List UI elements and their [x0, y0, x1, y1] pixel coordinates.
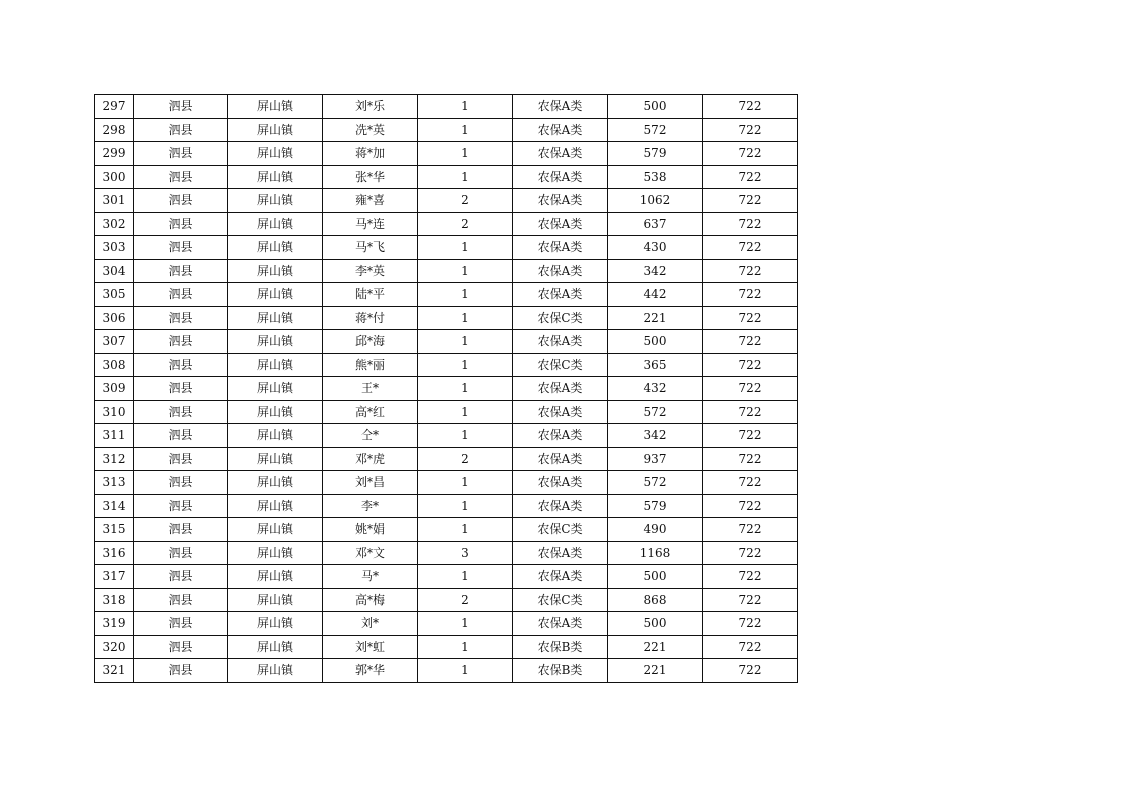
town-cell: 屏山镇 [228, 447, 323, 471]
name-cell: 刘* [323, 612, 418, 636]
category-cell: 农保A类 [513, 377, 608, 401]
county-cell: 泗县 [134, 118, 228, 142]
data-table [94, 94, 798, 683]
name-cell: 冼*英 [323, 118, 418, 142]
row-number-cell: 317 [95, 565, 134, 589]
county-cell: 泗县 [134, 212, 228, 236]
category-cell: 农保A类 [513, 330, 608, 354]
household-count-cell: 2 [418, 447, 513, 471]
household-count-cell: 1 [418, 377, 513, 401]
name-cell: 马*飞 [323, 236, 418, 260]
category-cell: 农保C类 [513, 518, 608, 542]
standard-cell: 722 [703, 635, 798, 659]
county-cell: 泗县 [134, 565, 228, 589]
household-count-cell: 1 [418, 518, 513, 542]
town-cell: 屏山镇 [228, 400, 323, 424]
name-cell: 李*英 [323, 259, 418, 283]
row-number-cell: 311 [95, 424, 134, 448]
county-cell: 泗县 [134, 95, 228, 119]
standard-cell: 722 [703, 259, 798, 283]
town-cell: 屏山镇 [228, 377, 323, 401]
table-row [95, 471, 798, 495]
category-cell: 农保B类 [513, 635, 608, 659]
standard-cell: 722 [703, 541, 798, 565]
amount-cell: 365 [608, 353, 703, 377]
town-cell: 屏山镇 [228, 236, 323, 260]
town-cell: 屏山镇 [228, 330, 323, 354]
amount-cell: 500 [608, 95, 703, 119]
amount-cell: 937 [608, 447, 703, 471]
table-row [95, 612, 798, 636]
name-cell: 高*红 [323, 400, 418, 424]
amount-cell: 342 [608, 424, 703, 448]
name-cell: 马*连 [323, 212, 418, 236]
amount-cell: 490 [608, 518, 703, 542]
county-cell: 泗县 [134, 165, 228, 189]
household-count-cell: 1 [418, 400, 513, 424]
county-cell: 泗县 [134, 306, 228, 330]
town-cell: 屏山镇 [228, 494, 323, 518]
amount-cell: 432 [608, 377, 703, 401]
amount-cell: 868 [608, 588, 703, 612]
row-number-cell: 319 [95, 612, 134, 636]
town-cell: 屏山镇 [228, 165, 323, 189]
table-row [95, 165, 798, 189]
row-number-cell: 297 [95, 95, 134, 119]
standard-cell: 722 [703, 494, 798, 518]
standard-cell: 722 [703, 95, 798, 119]
household-count-cell: 1 [418, 494, 513, 518]
amount-cell: 1062 [608, 189, 703, 213]
amount-cell: 1168 [608, 541, 703, 565]
row-number-cell: 309 [95, 377, 134, 401]
table-row [95, 95, 798, 119]
table-row [95, 494, 798, 518]
amount-cell: 500 [608, 565, 703, 589]
town-cell: 屏山镇 [228, 259, 323, 283]
category-cell: 农保A类 [513, 494, 608, 518]
category-cell: 农保A类 [513, 165, 608, 189]
category-cell: 农保A类 [513, 95, 608, 119]
table-row [95, 142, 798, 166]
household-count-cell: 1 [418, 353, 513, 377]
row-number-cell: 314 [95, 494, 134, 518]
county-cell: 泗县 [134, 330, 228, 354]
category-cell: 农保A类 [513, 471, 608, 495]
table-row [95, 118, 798, 142]
standard-cell: 722 [703, 659, 798, 683]
table-body [95, 95, 798, 683]
town-cell: 屏山镇 [228, 588, 323, 612]
category-cell: 农保A类 [513, 259, 608, 283]
household-count-cell: 1 [418, 471, 513, 495]
household-count-cell: 2 [418, 212, 513, 236]
table-row [95, 541, 798, 565]
standard-cell: 722 [703, 588, 798, 612]
name-cell: 刘*虹 [323, 635, 418, 659]
table-row [95, 189, 798, 213]
standard-cell: 722 [703, 612, 798, 636]
table-row [95, 447, 798, 471]
county-cell: 泗县 [134, 424, 228, 448]
amount-cell: 572 [608, 400, 703, 424]
name-cell: 陆*平 [323, 283, 418, 307]
category-cell: 农保A类 [513, 541, 608, 565]
category-cell: 农保A类 [513, 565, 608, 589]
standard-cell: 722 [703, 330, 798, 354]
town-cell: 屏山镇 [228, 283, 323, 307]
amount-cell: 342 [608, 259, 703, 283]
row-number-cell: 310 [95, 400, 134, 424]
town-cell: 屏山镇 [228, 565, 323, 589]
row-number-cell: 302 [95, 212, 134, 236]
row-number-cell: 299 [95, 142, 134, 166]
amount-cell: 430 [608, 236, 703, 260]
table-row [95, 400, 798, 424]
amount-cell: 538 [608, 165, 703, 189]
household-count-cell: 1 [418, 236, 513, 260]
category-cell: 农保B类 [513, 659, 608, 683]
category-cell: 农保A类 [513, 189, 608, 213]
table-row [95, 424, 798, 448]
name-cell: 李* [323, 494, 418, 518]
amount-cell: 442 [608, 283, 703, 307]
category-cell: 农保A类 [513, 212, 608, 236]
name-cell: 熊*丽 [323, 353, 418, 377]
row-number-cell: 305 [95, 283, 134, 307]
town-cell: 屏山镇 [228, 518, 323, 542]
spreadsheet-page [94, 94, 798, 683]
county-cell: 泗县 [134, 659, 228, 683]
amount-cell: 500 [608, 612, 703, 636]
standard-cell: 722 [703, 353, 798, 377]
row-number-cell: 303 [95, 236, 134, 260]
standard-cell: 722 [703, 189, 798, 213]
table-row [95, 212, 798, 236]
table-row [95, 236, 798, 260]
town-cell: 屏山镇 [228, 635, 323, 659]
table-row [95, 635, 798, 659]
amount-cell: 579 [608, 142, 703, 166]
name-cell: 仝* [323, 424, 418, 448]
standard-cell: 722 [703, 118, 798, 142]
name-cell: 马* [323, 565, 418, 589]
household-count-cell: 1 [418, 165, 513, 189]
standard-cell: 722 [703, 377, 798, 401]
county-cell: 泗县 [134, 259, 228, 283]
name-cell: 邓*虎 [323, 447, 418, 471]
town-cell: 屏山镇 [228, 118, 323, 142]
county-cell: 泗县 [134, 635, 228, 659]
standard-cell: 722 [703, 165, 798, 189]
town-cell: 屏山镇 [228, 424, 323, 448]
household-count-cell: 1 [418, 612, 513, 636]
county-cell: 泗县 [134, 494, 228, 518]
standard-cell: 722 [703, 447, 798, 471]
standard-cell: 722 [703, 142, 798, 166]
household-count-cell: 1 [418, 95, 513, 119]
county-cell: 泗县 [134, 236, 228, 260]
town-cell: 屏山镇 [228, 541, 323, 565]
county-cell: 泗县 [134, 283, 228, 307]
county-cell: 泗县 [134, 377, 228, 401]
category-cell: 农保A类 [513, 612, 608, 636]
name-cell: 邱*海 [323, 330, 418, 354]
town-cell: 屏山镇 [228, 95, 323, 119]
name-cell: 姚*娟 [323, 518, 418, 542]
amount-cell: 572 [608, 471, 703, 495]
household-count-cell: 1 [418, 424, 513, 448]
household-count-cell: 1 [418, 118, 513, 142]
category-cell: 农保C类 [513, 306, 608, 330]
table-row [95, 518, 798, 542]
category-cell: 农保A类 [513, 424, 608, 448]
standard-cell: 722 [703, 471, 798, 495]
amount-cell: 221 [608, 635, 703, 659]
row-number-cell: 306 [95, 306, 134, 330]
standard-cell: 722 [703, 518, 798, 542]
county-cell: 泗县 [134, 400, 228, 424]
name-cell: 刘*昌 [323, 471, 418, 495]
amount-cell: 579 [608, 494, 703, 518]
standard-cell: 722 [703, 306, 798, 330]
town-cell: 屏山镇 [228, 612, 323, 636]
county-cell: 泗县 [134, 189, 228, 213]
row-number-cell: 307 [95, 330, 134, 354]
table-row [95, 330, 798, 354]
name-cell: 张*华 [323, 165, 418, 189]
category-cell: 农保A类 [513, 283, 608, 307]
household-count-cell: 2 [418, 189, 513, 213]
amount-cell: 500 [608, 330, 703, 354]
table-row [95, 353, 798, 377]
row-number-cell: 300 [95, 165, 134, 189]
amount-cell: 572 [608, 118, 703, 142]
household-count-cell: 1 [418, 259, 513, 283]
row-number-cell: 304 [95, 259, 134, 283]
household-count-cell: 1 [418, 330, 513, 354]
row-number-cell: 316 [95, 541, 134, 565]
row-number-cell: 308 [95, 353, 134, 377]
town-cell: 屏山镇 [228, 212, 323, 236]
row-number-cell: 321 [95, 659, 134, 683]
name-cell: 郭*华 [323, 659, 418, 683]
category-cell: 农保A类 [513, 236, 608, 260]
standard-cell: 722 [703, 283, 798, 307]
county-cell: 泗县 [134, 518, 228, 542]
row-number-cell: 312 [95, 447, 134, 471]
standard-cell: 722 [703, 212, 798, 236]
county-cell: 泗县 [134, 353, 228, 377]
town-cell: 屏山镇 [228, 142, 323, 166]
county-cell: 泗县 [134, 612, 228, 636]
category-cell: 农保C类 [513, 353, 608, 377]
town-cell: 屏山镇 [228, 189, 323, 213]
name-cell: 蒋*加 [323, 142, 418, 166]
amount-cell: 221 [608, 306, 703, 330]
amount-cell: 637 [608, 212, 703, 236]
county-cell: 泗县 [134, 541, 228, 565]
household-count-cell: 1 [418, 142, 513, 166]
row-number-cell: 320 [95, 635, 134, 659]
table-row [95, 565, 798, 589]
town-cell: 屏山镇 [228, 471, 323, 495]
table-row [95, 377, 798, 401]
household-count-cell: 3 [418, 541, 513, 565]
town-cell: 屏山镇 [228, 306, 323, 330]
standard-cell: 722 [703, 236, 798, 260]
household-count-cell: 1 [418, 659, 513, 683]
household-count-cell: 2 [418, 588, 513, 612]
row-number-cell: 315 [95, 518, 134, 542]
standard-cell: 722 [703, 424, 798, 448]
standard-cell: 722 [703, 565, 798, 589]
category-cell: 农保A类 [513, 142, 608, 166]
name-cell: 蒋*付 [323, 306, 418, 330]
town-cell: 屏山镇 [228, 353, 323, 377]
table-row [95, 588, 798, 612]
household-count-cell: 1 [418, 306, 513, 330]
county-cell: 泗县 [134, 142, 228, 166]
county-cell: 泗县 [134, 588, 228, 612]
table-row [95, 283, 798, 307]
row-number-cell: 313 [95, 471, 134, 495]
household-count-cell: 1 [418, 635, 513, 659]
row-number-cell: 318 [95, 588, 134, 612]
standard-cell: 722 [703, 400, 798, 424]
category-cell: 农保A类 [513, 400, 608, 424]
name-cell: 邓*文 [323, 541, 418, 565]
county-cell: 泗县 [134, 447, 228, 471]
name-cell: 雍*喜 [323, 189, 418, 213]
category-cell: 农保C类 [513, 588, 608, 612]
row-number-cell: 298 [95, 118, 134, 142]
household-count-cell: 1 [418, 565, 513, 589]
name-cell: 刘*乐 [323, 95, 418, 119]
county-cell: 泗县 [134, 471, 228, 495]
name-cell: 王* [323, 377, 418, 401]
town-cell: 屏山镇 [228, 659, 323, 683]
table-row [95, 306, 798, 330]
name-cell: 高*梅 [323, 588, 418, 612]
category-cell: 农保A类 [513, 447, 608, 471]
table-row [95, 259, 798, 283]
table-row [95, 659, 798, 683]
household-count-cell: 1 [418, 283, 513, 307]
row-number-cell: 301 [95, 189, 134, 213]
amount-cell: 221 [608, 659, 703, 683]
category-cell: 农保A类 [513, 118, 608, 142]
